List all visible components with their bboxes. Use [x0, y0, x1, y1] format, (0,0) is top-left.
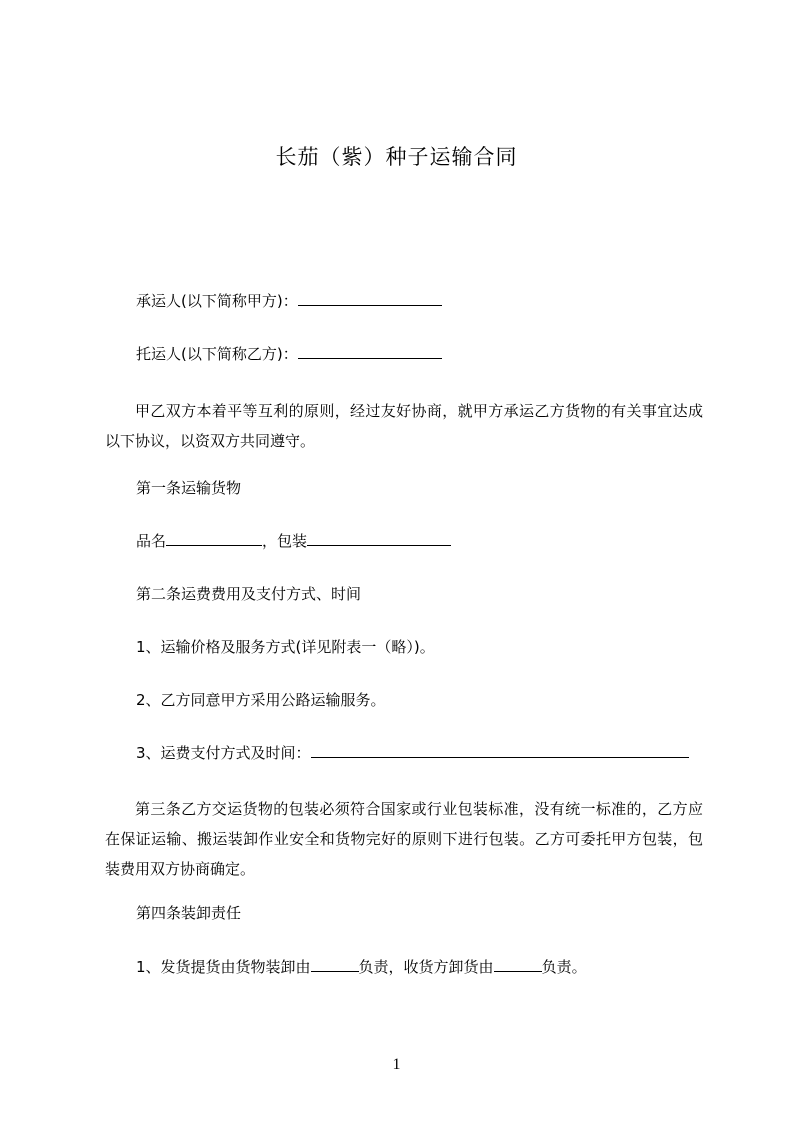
article1-heading: 第一条运输货物: [136, 479, 242, 497]
item-4-1-line: [136, 957, 587, 977]
intro-paragraph: 甲乙双方本着平等互利的原则，经过友好协商，就甲方承运乙方货物的有关事宜达成以下协议，以资双方共同遵守。: [105, 402, 703, 450]
carrier-blank: [298, 291, 442, 306]
loading-party-blank: [311, 957, 359, 972]
page-number: 1: [392, 1056, 401, 1073]
item-4-1-part1: 1、发货提货由货物装卸由: [136, 958, 311, 976]
packaging-label: ，包装: [262, 532, 308, 550]
product-name-blank: [166, 531, 262, 546]
product-line: [136, 531, 451, 551]
packaging-blank: [307, 531, 451, 546]
item-4-1-part2: 负责，收货方卸货由: [358, 958, 494, 976]
shipper-label: 托运人(以下简称乙方)：: [136, 345, 298, 363]
unloading-party-blank: [494, 957, 542, 972]
page-title: 长茄（紫）种子运输合同: [275, 145, 518, 169]
item-4-1-part3: 负责。: [541, 958, 587, 976]
item-2-2: 2、乙方同意甲方采用公路运输服务。: [136, 691, 386, 709]
item-2-1: 1、运输价格及服务方式(详见附表一（略）)。: [136, 638, 435, 656]
article3-paragraph: 第三条乙方交运货物的包装必须符合国家或行业包装标准，没有统一标准的，乙方应在保证运输、搬运装卸作业安全和货物完好的原则下进行包装。乙方可委托甲方包装，包装费用双方协商确定。: [105, 800, 703, 878]
shipper-blank: [298, 344, 442, 359]
article4-heading: 第四条装卸责任: [136, 904, 242, 922]
payment-blank: [311, 743, 689, 758]
shipper-line: [136, 344, 442, 364]
carrier-label: 承运人(以下简称甲方)：: [136, 292, 298, 310]
article2-heading: 第二条运费费用及支付方式、时间: [136, 585, 362, 603]
item-2-3-line: [136, 743, 689, 763]
item-2-3-label: 3、运费支付方式及时间：: [136, 744, 311, 762]
product-name-label: 品名: [136, 532, 167, 550]
carrier-line: [136, 291, 442, 311]
